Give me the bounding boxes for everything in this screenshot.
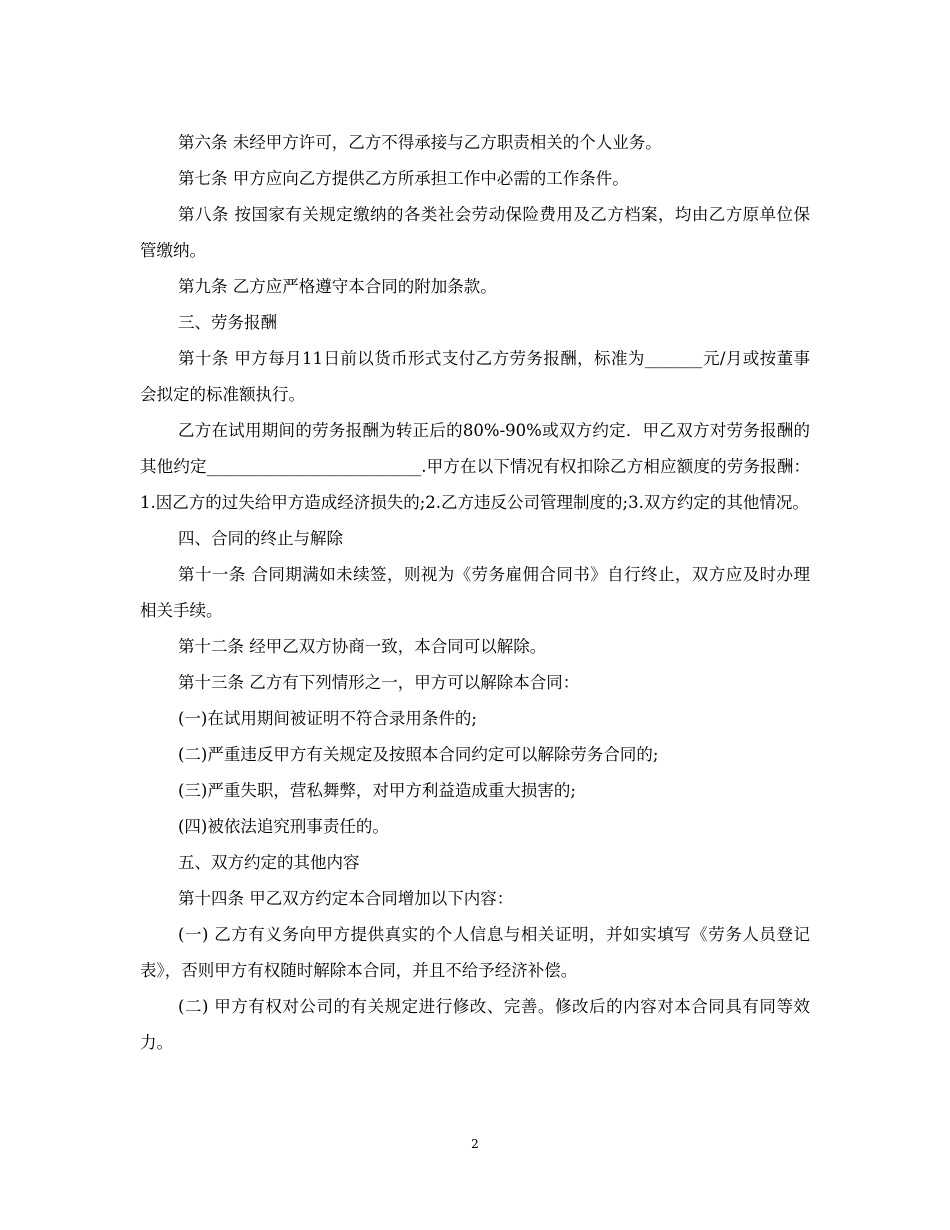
paragraph-article-12: 第十二条 经甲乙双方协商一致，本合同可以解除。 [178,637,547,656]
paragraph-article-6: 第六条 未经甲方许可，乙方不得承接与乙方职责相关的个人业务。 [178,133,662,152]
list-item-agreement-2: (二) 甲方有权对公司的有关规定进行修改、完善。修改后的内容对本合同具有同等效力。 [140,997,810,1052]
section-heading-remuneration: 三、劳务报酬 [178,313,277,332]
paragraph-article-7: 第七条 甲方应向乙方提供乙方所承担工作中必需的工作条件。 [178,169,629,188]
paragraph-probation-remuneration: 乙方在试用期间的劳务报酬为转正后的80%-90%或双方约定．甲乙双方对劳务报酬的其他约定__________________________.甲方在以下情况有权扣除乙方相应额度的劳务报酬：1.因乙方的过失给甲方造成经济损失的;2.乙方违反公司管理制度的;3.双方约定的其他情况。 [140,421,810,512]
page-number: 2 [471,1137,479,1151]
list-item-termination-4: (四)被依法追究刑事责任的。 [178,817,389,836]
list-item-termination-3: (三)严重失职，营私舞弊，对甲方利益造成重大损害的; [178,781,576,800]
paragraph-article-14: 第十四条 甲乙双方约定本合同增加以下内容： [178,889,514,908]
paragraph-article-11: 第十一条 合同期满如未续签，则视为《劳务雇佣合同书》自行终止，双方应及时办理相关手续。 [140,565,810,620]
paragraph-article-10: 第十条 甲方每月11日前以货币形式支付乙方劳务报酬，标准为_______元/月或按董事会拟定的标准额执行。 [140,349,810,404]
list-item-termination-2: (二)严重违反甲方有关规定及按照本合同约定可以解除劳务合同的; [178,745,659,764]
paragraph-article-9: 第九条 乙方应严格遵守本合同的附加条款。 [178,277,497,296]
list-item-agreement-1: (一) 乙方有义务向甲方提供真实的个人信息与相关证明，并如实填写《劳务人员登记表》，否则甲方有权随时解除本合同，并且不给予经济补偿。 [140,925,810,980]
section-heading-termination: 四、合同的终止与解除 [178,529,343,548]
paragraph-article-13: 第十三条 乙方有下列情形之一，甲方可以解除本合同： [178,673,580,692]
paragraph-article-8: 第八条 按国家有关规定缴纳的各类社会劳动保险费用及乙方档案，均由乙方原单位保管缴纳。 [140,205,810,260]
document-body [140,125,810,1061]
section-heading-other-agreements: 五、双方约定的其他内容 [178,853,360,872]
list-item-termination-1: (一)在试用期间被证明不符合录用条件的; [178,709,477,728]
